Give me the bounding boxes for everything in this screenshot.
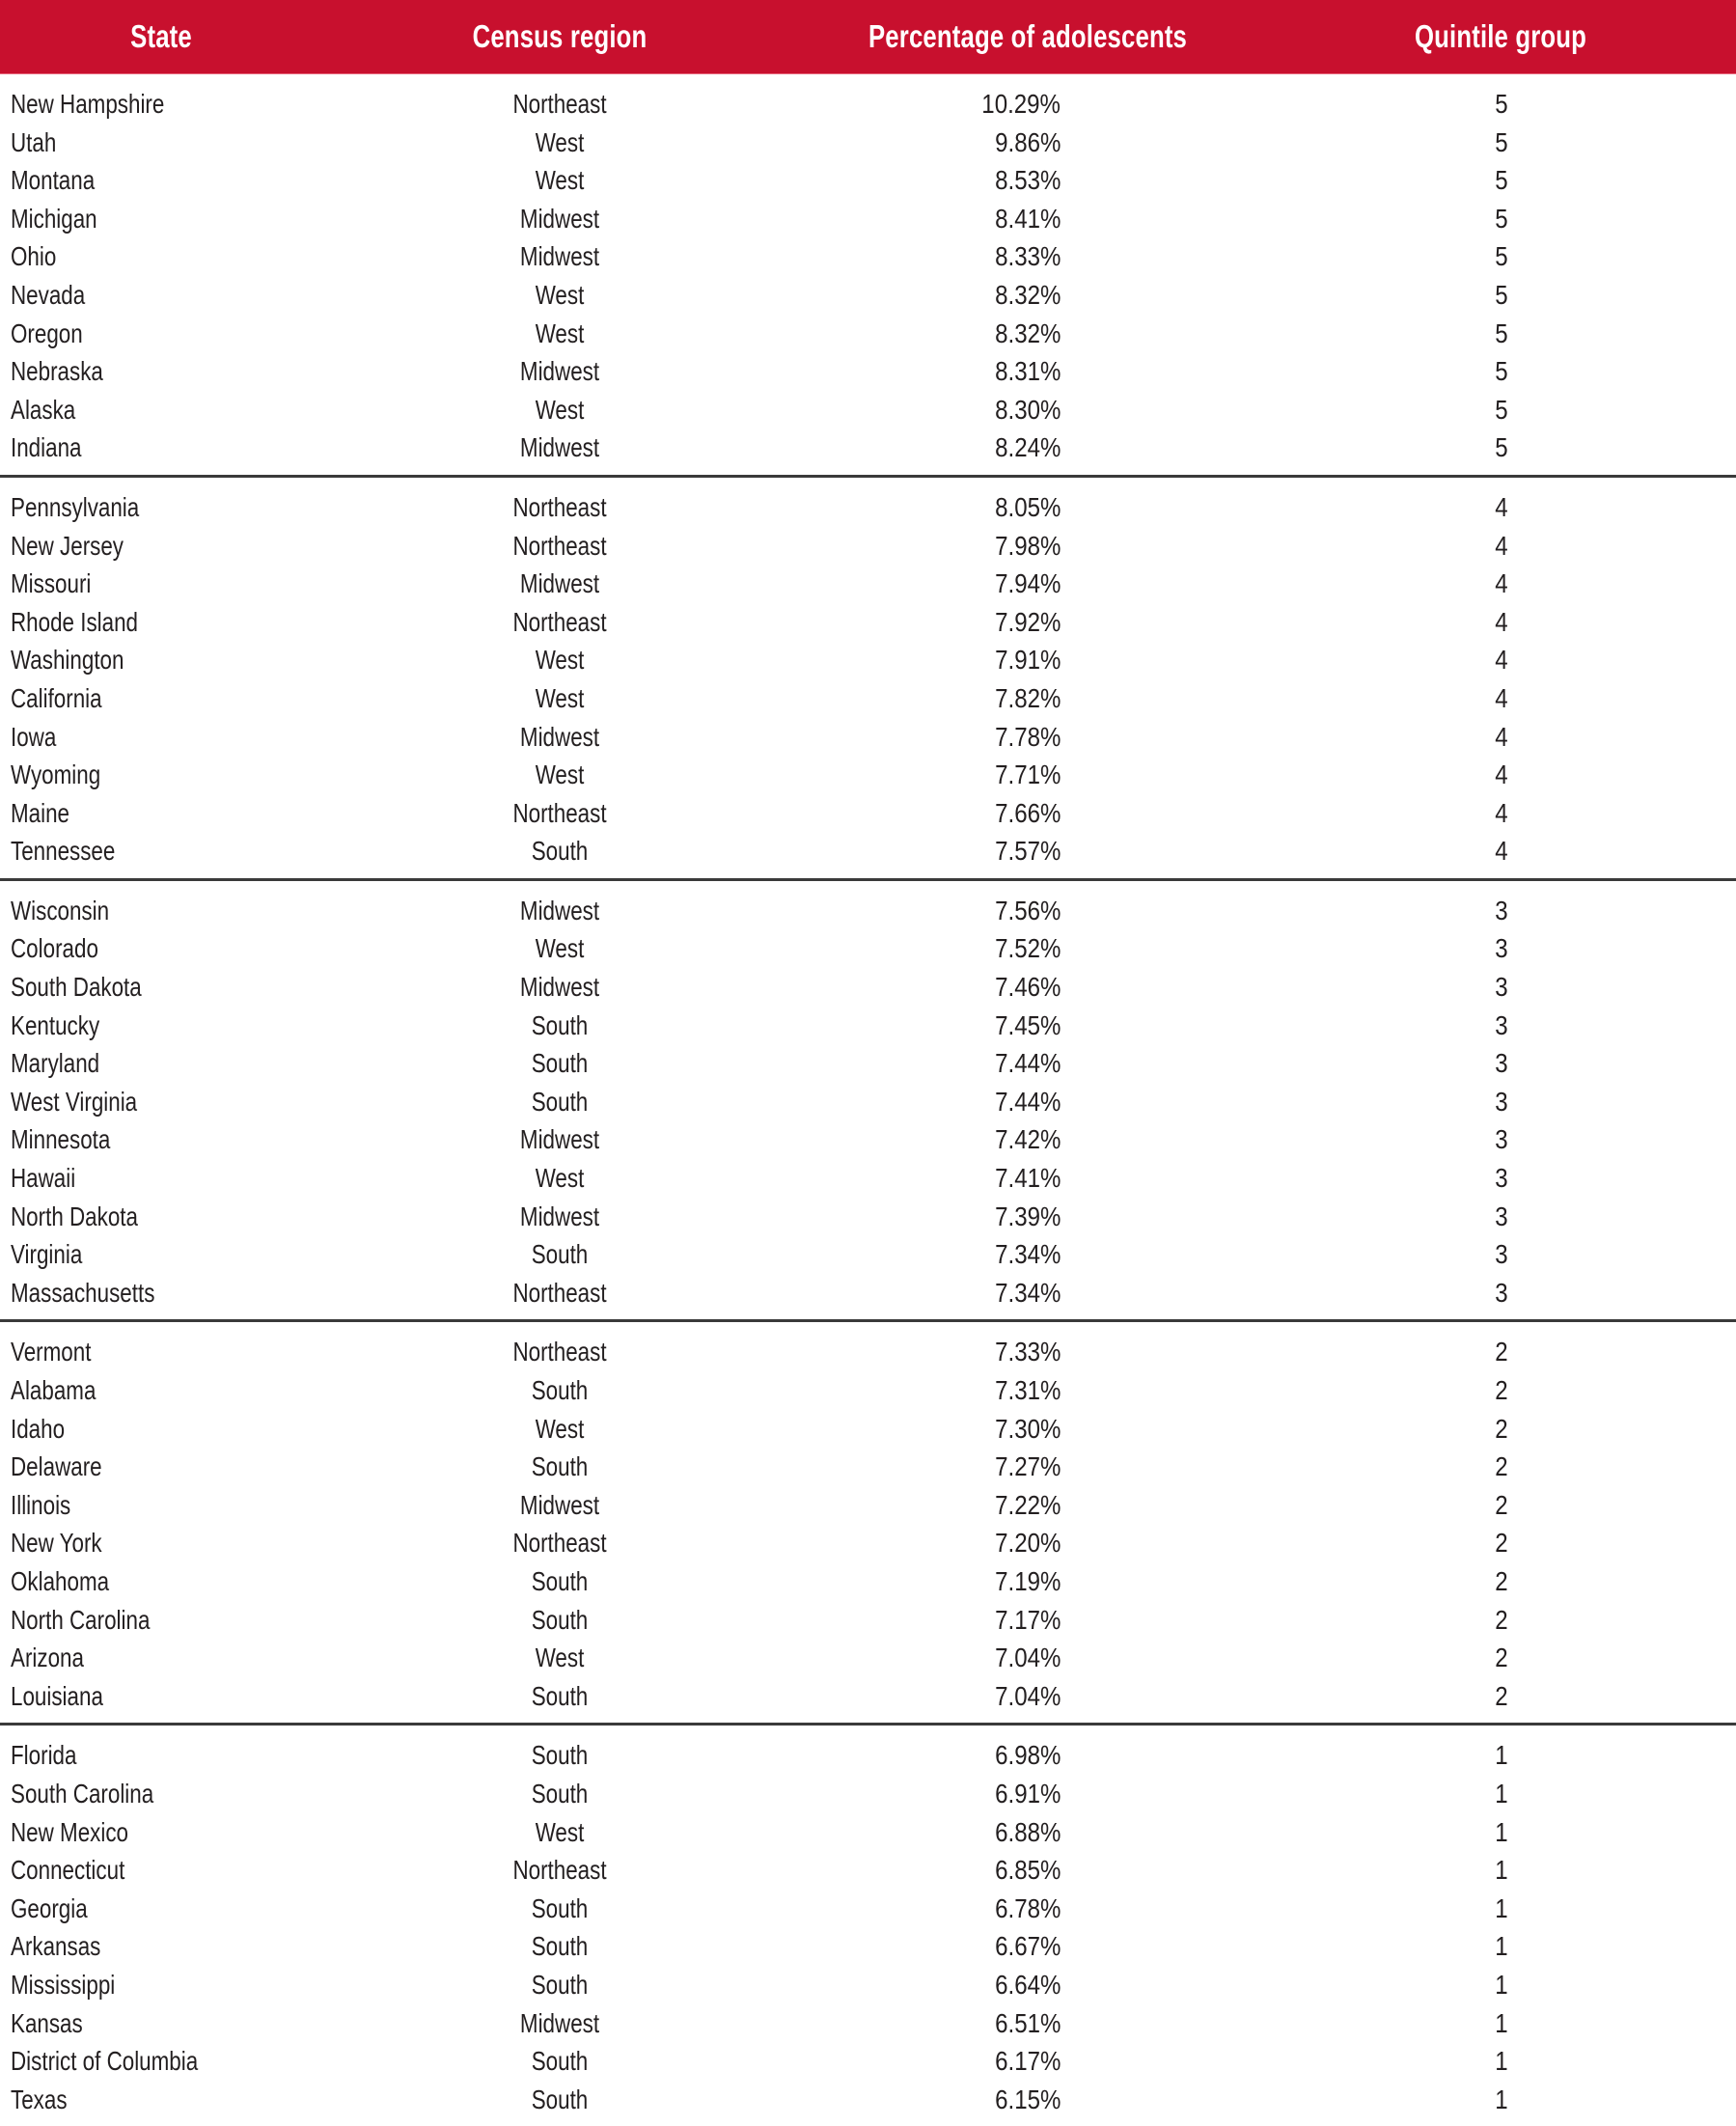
percentage-cell: 7.39% (994, 1201, 1061, 1231)
region-cell: South (531, 1239, 589, 1270)
header-census-region: Census region (472, 18, 648, 54)
region-cell: West (535, 1413, 585, 1444)
region-cell: West (535, 165, 585, 196)
region-cell: South (531, 1009, 589, 1040)
percentage-cell: 6.64% (994, 1969, 1061, 2000)
table-row (0, 1198, 1736, 1236)
quintile-cell: 4 (1495, 530, 1508, 561)
percentage-cell: 7.82% (994, 682, 1061, 713)
percentage-cell: 7.31% (994, 1375, 1061, 1405)
region-cell: West (535, 318, 585, 348)
table-row (0, 794, 1736, 833)
percentage-cell: 7.45% (994, 1009, 1061, 1040)
table-row (0, 1410, 1736, 1449)
state-cell: Arkansas (11, 1931, 101, 1962)
table-row (0, 929, 1736, 968)
state-cell: Alabama (11, 1375, 96, 1405)
table-row (0, 391, 1736, 429)
state-cell: Wisconsin (11, 895, 110, 925)
percentage-cell: 7.57% (994, 836, 1061, 867)
region-cell: Midwest (519, 2007, 600, 2038)
table-row (0, 124, 1736, 162)
percentage-cell: 7.34% (994, 1277, 1061, 1308)
header-quintile-group: Quintile group (1414, 18, 1587, 54)
percentage-cell: 7.52% (994, 933, 1061, 964)
percentage-cell: 7.44% (994, 1086, 1061, 1117)
quintile-cell: 2 (1495, 1604, 1508, 1635)
state-cell: District of Columbia (11, 2046, 199, 2077)
table-row (0, 641, 1736, 679)
quintile-cell: 1 (1495, 1816, 1508, 1847)
percentage-cell: 8.53% (994, 165, 1061, 196)
state-cell: South Dakota (11, 972, 142, 1003)
state-cell: Rhode Island (11, 606, 139, 637)
percentage-cell: 10.29% (981, 89, 1061, 119)
percentage-cell: 7.42% (994, 1124, 1061, 1155)
table-row (0, 1562, 1736, 1601)
quintile-group-section (0, 881, 1736, 1323)
percentage-cell: 9.86% (994, 126, 1061, 157)
quintile-cell: 4 (1495, 568, 1508, 599)
table-row (0, 237, 1736, 276)
quintile-cell: 3 (1495, 933, 1508, 964)
region-cell: South (531, 1931, 589, 1962)
state-cell: Oklahoma (11, 1565, 110, 1596)
region-cell: South (531, 1604, 589, 1635)
region-cell: Northeast (512, 89, 607, 119)
percentage-cell: 7.04% (994, 1643, 1061, 1673)
state-cell: Utah (11, 126, 57, 157)
percentage-cell: 8.33% (994, 241, 1061, 272)
state-cell: Nevada (11, 279, 86, 310)
quintile-cell: 1 (1495, 1855, 1508, 1886)
table-row (0, 1524, 1736, 1562)
table-row (0, 1775, 1736, 1813)
table-row (0, 315, 1736, 353)
state-cell: Alaska (11, 394, 76, 425)
table-row (0, 1274, 1736, 1312)
state-cell: Delaware (11, 1451, 102, 1482)
percentage-cell: 6.17% (994, 2046, 1061, 2077)
percentage-cell: 8.30% (994, 394, 1061, 425)
table-row (0, 756, 1736, 794)
quintile-cell: 5 (1495, 279, 1508, 310)
quintile-cell: 3 (1495, 1048, 1508, 1079)
quintile-cell: 1 (1495, 2046, 1508, 2077)
quintile-cell: 5 (1495, 203, 1508, 234)
table-row (0, 1083, 1736, 1121)
state-cell: Maryland (11, 1048, 100, 1079)
state-cell: New Hampshire (11, 89, 165, 119)
region-cell: West (535, 1643, 585, 1673)
quintile-group-section (0, 478, 1736, 881)
table-row (0, 1890, 1736, 1928)
header-percentage: Percentage of adolescents (868, 18, 1188, 54)
region-cell: South (531, 2084, 589, 2114)
percentage-cell: 7.41% (994, 1163, 1061, 1194)
quintile-cell: 5 (1495, 318, 1508, 348)
quintile-cell: 3 (1495, 1009, 1508, 1040)
table-row (0, 2081, 1736, 2119)
table-row (0, 832, 1736, 870)
region-cell: Midwest (519, 1201, 600, 1231)
quintile-cell: 3 (1495, 1124, 1508, 1155)
percentage-cell: 6.98% (994, 1740, 1061, 1771)
state-cell: Mississippi (11, 1969, 116, 2000)
state-cell: Pennsylvania (11, 491, 140, 522)
region-cell: South (531, 1680, 589, 1711)
quintile-cell: 2 (1495, 1489, 1508, 1520)
table-row (0, 565, 1736, 603)
region-cell: West (535, 933, 585, 964)
quintile-cell: 3 (1495, 1163, 1508, 1194)
table-body (0, 74, 1736, 2126)
table-row (0, 968, 1736, 1007)
quintile-cell: 1 (1495, 2084, 1508, 2114)
quintile-cell: 3 (1495, 1277, 1508, 1308)
quintile-cell: 5 (1495, 165, 1508, 196)
table-row (0, 2042, 1736, 2081)
state-cell: Kansas (11, 2007, 83, 2038)
table-row (0, 1159, 1736, 1198)
table-row (0, 527, 1736, 566)
quintile-cell: 1 (1495, 1931, 1508, 1962)
region-cell: Northeast (512, 491, 607, 522)
percentage-cell: 7.27% (994, 1451, 1061, 1482)
state-cell: New Jersey (11, 530, 124, 561)
state-cell: South Carolina (11, 1778, 154, 1808)
percentage-cell: 7.98% (994, 530, 1061, 561)
table-row (0, 1120, 1736, 1159)
quintile-cell: 2 (1495, 1337, 1508, 1367)
quintile-cell: 3 (1495, 1239, 1508, 1270)
region-cell: Northeast (512, 606, 607, 637)
state-cell: Louisiana (11, 1680, 103, 1711)
table-row (0, 1851, 1736, 1890)
quintile-cell: 4 (1495, 759, 1508, 790)
region-cell: South (531, 1086, 589, 1117)
quintile-cell: 5 (1495, 126, 1508, 157)
quintile-cell: 2 (1495, 1528, 1508, 1559)
quintile-cell: 1 (1495, 1969, 1508, 2000)
quintile-cell: 1 (1495, 1892, 1508, 1923)
state-cell: Maine (11, 797, 70, 828)
state-cell: Wyoming (11, 759, 101, 790)
percentage-cell: 7.22% (994, 1489, 1061, 1520)
quintile-cell: 3 (1495, 972, 1508, 1003)
quintile-cell: 1 (1495, 1778, 1508, 1808)
region-cell: Midwest (519, 241, 600, 272)
quintile-cell: 5 (1495, 89, 1508, 119)
region-cell: Northeast (512, 1277, 607, 1308)
region-cell: South (531, 1892, 589, 1923)
quintile-cell: 4 (1495, 682, 1508, 713)
state-cell: West Virginia (11, 1086, 138, 1117)
region-cell: Northeast (512, 1855, 607, 1886)
percentage-cell: 7.66% (994, 797, 1061, 828)
percentage-cell: 7.56% (994, 895, 1061, 925)
region-cell: Midwest (519, 568, 600, 599)
state-cell: Iowa (11, 721, 57, 752)
region-cell: South (531, 1048, 589, 1079)
region-cell: West (535, 1163, 585, 1194)
region-cell: Midwest (519, 1124, 600, 1155)
region-cell: South (531, 836, 589, 867)
table-header (0, 0, 1736, 74)
state-cell: Illinois (11, 1489, 71, 1520)
region-cell: South (531, 2046, 589, 2077)
state-cell: Colorado (11, 933, 98, 964)
table-row (0, 1235, 1736, 1274)
percentage-cell: 7.34% (994, 1239, 1061, 1270)
region-cell: South (531, 1375, 589, 1405)
percentage-cell: 8.32% (994, 318, 1061, 348)
percentage-cell: 7.33% (994, 1337, 1061, 1367)
quintile-cell: 2 (1495, 1565, 1508, 1596)
quintile-cell: 3 (1495, 1086, 1508, 1117)
table-row (0, 1333, 1736, 1371)
state-cell: Hawaii (11, 1163, 76, 1194)
region-cell: West (535, 394, 585, 425)
quintile-cell: 3 (1495, 1201, 1508, 1231)
quintile-group-section (0, 1322, 1736, 1726)
state-cell: Virginia (11, 1239, 83, 1270)
state-cell: Kentucky (11, 1009, 100, 1040)
state-cell: Indiana (11, 432, 82, 463)
state-cell: Vermont (11, 1337, 92, 1367)
quintile-cell: 4 (1495, 721, 1508, 752)
percentage-cell: 7.04% (994, 1680, 1061, 1711)
quintile-cell: 4 (1495, 491, 1508, 522)
state-cell: Massachusetts (11, 1277, 155, 1308)
region-cell: Midwest (519, 356, 600, 387)
quintile-cell: 2 (1495, 1643, 1508, 1673)
state-cell: New York (11, 1528, 102, 1559)
quintile-cell: 2 (1495, 1451, 1508, 1482)
table-row (0, 2004, 1736, 2043)
quintile-cell: 5 (1495, 241, 1508, 272)
quintile-cell: 4 (1495, 606, 1508, 637)
table-row (0, 161, 1736, 200)
quintile-cell: 2 (1495, 1413, 1508, 1444)
state-cell: Minnesota (11, 1124, 111, 1155)
table-row (0, 1486, 1736, 1525)
percentage-cell: 7.71% (994, 759, 1061, 790)
percentage-cell: 7.30% (994, 1413, 1061, 1444)
region-cell: South (531, 1969, 589, 2000)
quintile-cell: 3 (1495, 895, 1508, 925)
region-cell: Northeast (512, 797, 607, 828)
state-cell: Michigan (11, 203, 97, 234)
table-row (0, 1044, 1736, 1083)
region-cell: South (531, 1451, 589, 1482)
state-cell: Arizona (11, 1643, 84, 1673)
state-cell: Connecticut (11, 1855, 125, 1886)
state-cell: Ohio (11, 241, 57, 272)
percentage-cell: 7.44% (994, 1048, 1061, 1079)
region-cell: West (535, 645, 585, 676)
percentage-cell: 7.17% (994, 1604, 1061, 1635)
state-cell: Nebraska (11, 356, 103, 387)
percentage-cell: 8.32% (994, 279, 1061, 310)
region-cell: Midwest (519, 721, 600, 752)
percentage-cell: 6.67% (994, 1931, 1061, 1962)
percentage-cell: 7.20% (994, 1528, 1061, 1559)
quintile-cell: 4 (1495, 645, 1508, 676)
region-cell: Northeast (512, 530, 607, 561)
table-row (0, 352, 1736, 391)
region-cell: West (535, 279, 585, 310)
state-cell: Texas (11, 2084, 68, 2114)
quintile-cell: 1 (1495, 1740, 1508, 1771)
percentage-cell: 8.05% (994, 491, 1061, 522)
table-row (0, 276, 1736, 315)
region-cell: Midwest (519, 972, 600, 1003)
percentage-cell: 7.19% (994, 1565, 1061, 1596)
table-row (0, 428, 1736, 467)
region-cell: Midwest (519, 203, 600, 234)
table-row (0, 1966, 1736, 2004)
state-cell: Washington (11, 645, 124, 676)
percentage-cell: 6.91% (994, 1778, 1061, 1808)
table-row (0, 892, 1736, 930)
table-row (0, 1813, 1736, 1852)
percentage-cell: 6.51% (994, 2007, 1061, 2038)
table-row (0, 1007, 1736, 1045)
region-cell: West (535, 759, 585, 790)
quintile-cell: 4 (1495, 797, 1508, 828)
quintile-cell: 4 (1495, 836, 1508, 867)
percentage-cell: 7.94% (994, 568, 1061, 599)
percentage-cell: 6.78% (994, 1892, 1061, 1923)
percentage-cell: 7.46% (994, 972, 1061, 1003)
quintile-cell: 5 (1495, 394, 1508, 425)
quintile-cell: 5 (1495, 432, 1508, 463)
percentage-cell: 6.88% (994, 1816, 1061, 1847)
table-row (0, 1448, 1736, 1486)
table-row (0, 679, 1736, 718)
percentage-cell: 7.78% (994, 721, 1061, 752)
region-cell: South (531, 1740, 589, 1771)
percentage-cell: 7.92% (994, 606, 1061, 637)
percentage-cell: 7.91% (994, 645, 1061, 676)
quintile-cell: 5 (1495, 356, 1508, 387)
region-cell: West (535, 1816, 585, 1847)
region-cell: Northeast (512, 1528, 607, 1559)
table-row (0, 1371, 1736, 1410)
state-cell: Georgia (11, 1892, 88, 1923)
state-cell: Florida (11, 1740, 77, 1771)
table-row (0, 1736, 1736, 1775)
region-cell: South (531, 1778, 589, 1808)
state-cell: Idaho (11, 1413, 66, 1444)
region-cell: Midwest (519, 895, 600, 925)
state-cell: Missouri (11, 568, 92, 599)
table-row (0, 1927, 1736, 1966)
table-row (0, 1601, 1736, 1640)
state-cell: Oregon (11, 318, 83, 348)
table-row (0, 1677, 1736, 1716)
quintile-cell: 2 (1495, 1680, 1508, 1711)
state-cell: New Mexico (11, 1816, 128, 1847)
state-cell: Montana (11, 165, 96, 196)
table-row (0, 603, 1736, 642)
quintile-group-section (0, 74, 1736, 478)
region-cell: Northeast (512, 1337, 607, 1367)
percentage-cell: 6.85% (994, 1855, 1061, 1886)
table-row (0, 488, 1736, 527)
region-cell: Midwest (519, 432, 600, 463)
percentage-cell: 8.24% (994, 432, 1061, 463)
region-cell: Midwest (519, 1489, 600, 1520)
state-cell: California (11, 682, 102, 713)
quintile-group-section (0, 1726, 1736, 2126)
state-cell: North Dakota (11, 1201, 138, 1231)
percentage-cell: 6.15% (994, 2084, 1061, 2114)
header-state: State (130, 18, 192, 54)
region-cell: West (535, 682, 585, 713)
percentage-cell: 8.31% (994, 356, 1061, 387)
table-row (0, 1639, 1736, 1677)
percentage-cell: 8.41% (994, 203, 1061, 234)
state-cell: North Carolina (11, 1604, 151, 1635)
region-cell: South (531, 1565, 589, 1596)
quintile-cell: 2 (1495, 1375, 1508, 1405)
table-row (0, 718, 1736, 757)
table-row (0, 200, 1736, 238)
quintile-cell: 1 (1495, 2007, 1508, 2038)
table-row (0, 85, 1736, 124)
region-cell: West (535, 126, 585, 157)
state-cell: Tennessee (11, 836, 116, 867)
